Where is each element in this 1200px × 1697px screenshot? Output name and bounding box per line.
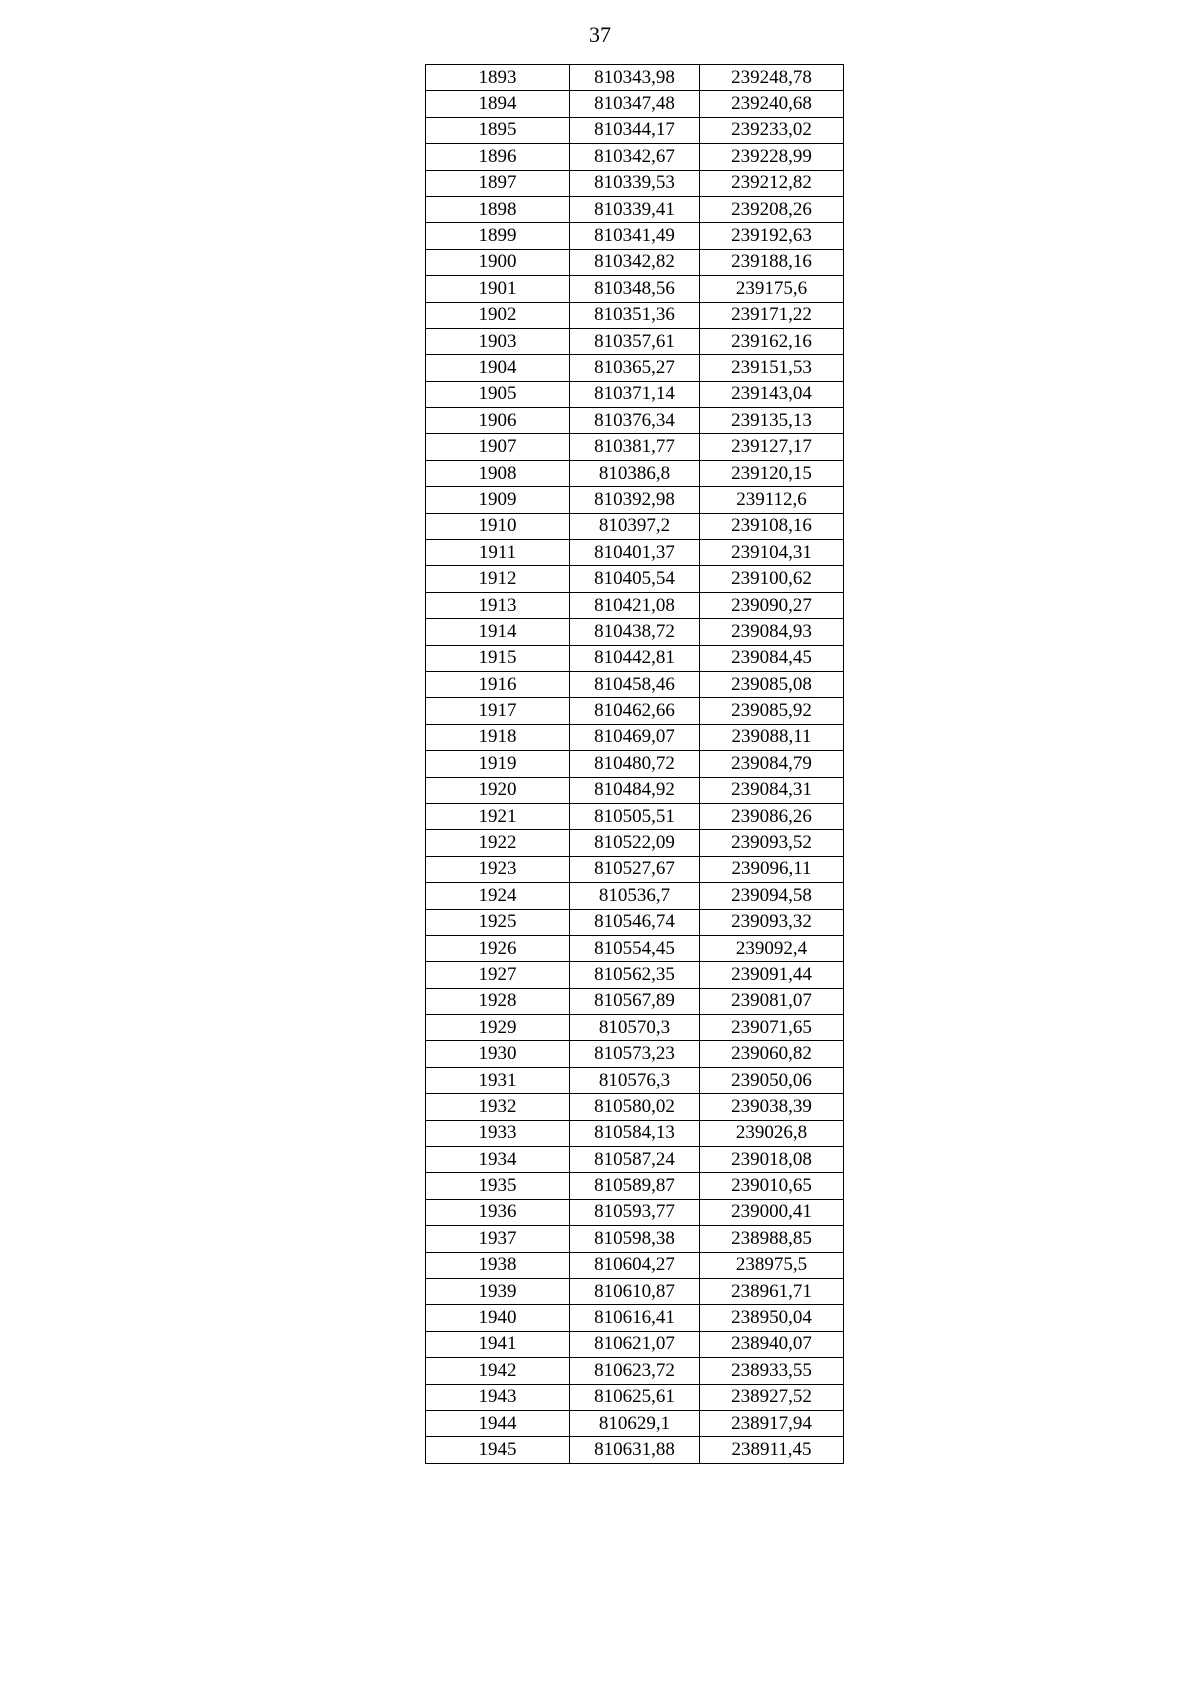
table-row — [426, 1067, 844, 1093]
x-coordinate-cell: 810438,72 — [570, 619, 700, 645]
point-number-cell: 1908 — [426, 460, 570, 486]
x-coordinate-cell: 810365,27 — [570, 355, 700, 381]
point-number-cell: 1935 — [426, 1173, 570, 1199]
y-coordinate-cell: 238917,94 — [700, 1410, 844, 1436]
point-number-cell: 1929 — [426, 1015, 570, 1041]
point-number-cell: 1919 — [426, 751, 570, 777]
point-number-cell: 1937 — [426, 1226, 570, 1252]
point-number-cell: 1900 — [426, 249, 570, 275]
table-row — [426, 460, 844, 486]
x-coordinate-cell: 810341,49 — [570, 223, 700, 249]
table-row — [426, 1252, 844, 1278]
table-row — [426, 144, 844, 170]
table-row — [426, 540, 844, 566]
point-number-cell: 1940 — [426, 1305, 570, 1331]
x-coordinate-cell: 810629,1 — [570, 1410, 700, 1436]
y-coordinate-cell: 239112,6 — [700, 487, 844, 513]
point-number-cell: 1936 — [426, 1199, 570, 1225]
point-number-cell: 1939 — [426, 1278, 570, 1304]
y-coordinate-cell: 239094,58 — [700, 883, 844, 909]
y-coordinate-cell: 239240,68 — [700, 91, 844, 117]
table-row — [426, 1226, 844, 1252]
point-number-cell: 1909 — [426, 487, 570, 513]
y-coordinate-cell: 239091,44 — [700, 962, 844, 988]
x-coordinate-cell: 810401,37 — [570, 540, 700, 566]
x-coordinate-cell: 810610,87 — [570, 1278, 700, 1304]
point-number-cell: 1932 — [426, 1094, 570, 1120]
y-coordinate-cell: 239088,11 — [700, 724, 844, 750]
table-row — [426, 302, 844, 328]
x-coordinate-cell: 810616,41 — [570, 1305, 700, 1331]
x-coordinate-cell: 810480,72 — [570, 751, 700, 777]
x-coordinate-cell: 810344,17 — [570, 117, 700, 143]
x-coordinate-cell: 810573,23 — [570, 1041, 700, 1067]
table-row — [426, 1358, 844, 1384]
table-row — [426, 328, 844, 354]
x-coordinate-cell: 810421,08 — [570, 592, 700, 618]
y-coordinate-cell: 239086,26 — [700, 803, 844, 829]
y-coordinate-cell: 239135,13 — [700, 408, 844, 434]
table-row — [426, 1305, 844, 1331]
x-coordinate-cell: 810342,67 — [570, 144, 700, 170]
table-row — [426, 803, 844, 829]
x-coordinate-cell: 810554,45 — [570, 935, 700, 961]
y-coordinate-cell: 238933,55 — [700, 1358, 844, 1384]
point-number-cell: 1911 — [426, 540, 570, 566]
table-row — [426, 223, 844, 249]
x-coordinate-cell: 810348,56 — [570, 276, 700, 302]
x-coordinate-cell: 810621,07 — [570, 1331, 700, 1357]
point-number-cell: 1905 — [426, 381, 570, 407]
table-row — [426, 856, 844, 882]
x-coordinate-cell: 810381,77 — [570, 434, 700, 460]
point-number-cell: 1928 — [426, 988, 570, 1014]
table-row — [426, 513, 844, 539]
point-number-cell: 1941 — [426, 1331, 570, 1357]
point-number-cell: 1945 — [426, 1437, 570, 1463]
y-coordinate-cell: 239143,04 — [700, 381, 844, 407]
y-coordinate-cell: 239162,16 — [700, 328, 844, 354]
table-row — [426, 65, 844, 91]
point-number-cell: 1924 — [426, 883, 570, 909]
x-coordinate-cell: 810339,53 — [570, 170, 700, 196]
table-row — [426, 196, 844, 222]
point-number-cell: 1942 — [426, 1358, 570, 1384]
y-coordinate-cell: 239228,99 — [700, 144, 844, 170]
x-coordinate-cell: 810357,61 — [570, 328, 700, 354]
y-coordinate-cell: 238950,04 — [700, 1305, 844, 1331]
x-coordinate-cell: 810371,14 — [570, 381, 700, 407]
table-row — [426, 777, 844, 803]
table-row — [426, 170, 844, 196]
x-coordinate-cell: 810405,54 — [570, 566, 700, 592]
y-coordinate-cell: 239108,16 — [700, 513, 844, 539]
x-coordinate-cell: 810386,8 — [570, 460, 700, 486]
x-coordinate-cell: 810376,34 — [570, 408, 700, 434]
table-row — [426, 117, 844, 143]
point-number-cell: 1902 — [426, 302, 570, 328]
y-coordinate-cell: 238940,07 — [700, 1331, 844, 1357]
table-row — [426, 1041, 844, 1067]
point-number-cell: 1943 — [426, 1384, 570, 1410]
point-number-cell: 1923 — [426, 856, 570, 882]
x-coordinate-cell: 810546,74 — [570, 909, 700, 935]
point-number-cell: 1917 — [426, 698, 570, 724]
y-coordinate-cell: 239060,82 — [700, 1041, 844, 1067]
coordinates-table-body — [426, 65, 844, 1464]
table-row — [426, 1278, 844, 1304]
x-coordinate-cell: 810589,87 — [570, 1173, 700, 1199]
x-coordinate-cell: 810343,98 — [570, 65, 700, 91]
y-coordinate-cell: 239120,15 — [700, 460, 844, 486]
table-row — [426, 381, 844, 407]
y-coordinate-cell: 239081,07 — [700, 988, 844, 1014]
x-coordinate-cell: 810593,77 — [570, 1199, 700, 1225]
point-number-cell: 1898 — [426, 196, 570, 222]
point-number-cell: 1920 — [426, 777, 570, 803]
x-coordinate-cell: 810392,98 — [570, 487, 700, 513]
table-row — [426, 355, 844, 381]
table-row — [426, 1384, 844, 1410]
x-coordinate-cell: 810576,3 — [570, 1067, 700, 1093]
x-coordinate-cell: 810339,41 — [570, 196, 700, 222]
point-number-cell: 1895 — [426, 117, 570, 143]
table-row — [426, 1147, 844, 1173]
point-number-cell: 1894 — [426, 91, 570, 117]
point-number-cell: 1925 — [426, 909, 570, 935]
table-row — [426, 619, 844, 645]
point-number-cell: 1927 — [426, 962, 570, 988]
y-coordinate-cell: 238975,5 — [700, 1252, 844, 1278]
point-number-cell: 1931 — [426, 1067, 570, 1093]
y-coordinate-cell: 239100,62 — [700, 566, 844, 592]
point-number-cell: 1921 — [426, 803, 570, 829]
y-coordinate-cell: 238911,45 — [700, 1437, 844, 1463]
y-coordinate-cell: 239090,27 — [700, 592, 844, 618]
point-number-cell: 1915 — [426, 645, 570, 671]
point-number-cell: 1930 — [426, 1041, 570, 1067]
x-coordinate-cell: 810562,35 — [570, 962, 700, 988]
y-coordinate-cell: 239010,65 — [700, 1173, 844, 1199]
point-number-cell: 1910 — [426, 513, 570, 539]
x-coordinate-cell: 810522,09 — [570, 830, 700, 856]
y-coordinate-cell: 239175,6 — [700, 276, 844, 302]
y-coordinate-cell: 239085,08 — [700, 671, 844, 697]
point-number-cell: 1933 — [426, 1120, 570, 1146]
y-coordinate-cell: 239071,65 — [700, 1015, 844, 1041]
y-coordinate-cell: 239018,08 — [700, 1147, 844, 1173]
point-number-cell: 1907 — [426, 434, 570, 460]
x-coordinate-cell: 810536,7 — [570, 883, 700, 909]
x-coordinate-cell: 810347,48 — [570, 91, 700, 117]
y-coordinate-cell: 239000,41 — [700, 1199, 844, 1225]
table-row — [426, 988, 844, 1014]
y-coordinate-cell: 239084,45 — [700, 645, 844, 671]
table-row — [426, 1015, 844, 1041]
table-row — [426, 487, 844, 513]
x-coordinate-cell: 810484,92 — [570, 777, 700, 803]
table-row — [426, 1094, 844, 1120]
point-number-cell: 1897 — [426, 170, 570, 196]
x-coordinate-cell: 810442,81 — [570, 645, 700, 671]
point-number-cell: 1938 — [426, 1252, 570, 1278]
x-coordinate-cell: 810570,3 — [570, 1015, 700, 1041]
point-number-cell: 1896 — [426, 144, 570, 170]
point-number-cell: 1893 — [426, 65, 570, 91]
y-coordinate-cell: 239248,78 — [700, 65, 844, 91]
x-coordinate-cell: 810604,27 — [570, 1252, 700, 1278]
table-row — [426, 91, 844, 117]
table-row — [426, 883, 844, 909]
y-coordinate-cell: 238988,85 — [700, 1226, 844, 1252]
y-coordinate-cell: 239026,8 — [700, 1120, 844, 1146]
table-row — [426, 1410, 844, 1436]
table-row — [426, 698, 844, 724]
y-coordinate-cell: 239084,79 — [700, 751, 844, 777]
point-number-cell: 1934 — [426, 1147, 570, 1173]
table-row — [426, 962, 844, 988]
table-row — [426, 935, 844, 961]
point-number-cell: 1906 — [426, 408, 570, 434]
point-number-cell: 1922 — [426, 830, 570, 856]
table-row — [426, 592, 844, 618]
x-coordinate-cell: 810625,61 — [570, 1384, 700, 1410]
y-coordinate-cell: 239188,16 — [700, 249, 844, 275]
point-number-cell: 1903 — [426, 328, 570, 354]
x-coordinate-cell: 810567,89 — [570, 988, 700, 1014]
x-coordinate-cell: 810584,13 — [570, 1120, 700, 1146]
y-coordinate-cell: 239038,39 — [700, 1094, 844, 1120]
x-coordinate-cell: 810397,2 — [570, 513, 700, 539]
table-row — [426, 724, 844, 750]
table-row — [426, 408, 844, 434]
x-coordinate-cell: 810458,46 — [570, 671, 700, 697]
y-coordinate-cell: 239127,17 — [700, 434, 844, 460]
x-coordinate-cell: 810527,67 — [570, 856, 700, 882]
y-coordinate-cell: 239208,26 — [700, 196, 844, 222]
x-coordinate-cell: 810587,24 — [570, 1147, 700, 1173]
y-coordinate-cell: 239085,92 — [700, 698, 844, 724]
x-coordinate-cell: 810505,51 — [570, 803, 700, 829]
table-row — [426, 1199, 844, 1225]
y-coordinate-cell: 239171,22 — [700, 302, 844, 328]
table-row — [426, 645, 844, 671]
table-row — [426, 1120, 844, 1146]
point-number-cell: 1913 — [426, 592, 570, 618]
x-coordinate-cell: 810351,36 — [570, 302, 700, 328]
table-row — [426, 434, 844, 460]
x-coordinate-cell: 810462,66 — [570, 698, 700, 724]
point-number-cell: 1904 — [426, 355, 570, 381]
table-row — [426, 1173, 844, 1199]
x-coordinate-cell: 810598,38 — [570, 1226, 700, 1252]
y-coordinate-cell: 239104,31 — [700, 540, 844, 566]
y-coordinate-cell: 239233,02 — [700, 117, 844, 143]
point-number-cell: 1916 — [426, 671, 570, 697]
point-number-cell: 1914 — [426, 619, 570, 645]
point-number-cell: 1944 — [426, 1410, 570, 1436]
y-coordinate-cell: 239092,4 — [700, 935, 844, 961]
y-coordinate-cell: 238961,71 — [700, 1278, 844, 1304]
x-coordinate-cell: 810623,72 — [570, 1358, 700, 1384]
coordinates-table — [425, 64, 844, 1464]
table-row — [426, 909, 844, 935]
y-coordinate-cell: 239084,31 — [700, 777, 844, 803]
point-number-cell: 1918 — [426, 724, 570, 750]
table-row — [426, 1437, 844, 1463]
table-row — [426, 276, 844, 302]
x-coordinate-cell: 810631,88 — [570, 1437, 700, 1463]
point-number-cell: 1899 — [426, 223, 570, 249]
y-coordinate-cell: 239093,52 — [700, 830, 844, 856]
x-coordinate-cell: 810469,07 — [570, 724, 700, 750]
table-row — [426, 566, 844, 592]
x-coordinate-cell: 810580,02 — [570, 1094, 700, 1120]
table-row — [426, 751, 844, 777]
y-coordinate-cell: 239050,06 — [700, 1067, 844, 1093]
point-number-cell: 1926 — [426, 935, 570, 961]
page-number: 37 — [589, 22, 611, 47]
y-coordinate-cell: 238927,52 — [700, 1384, 844, 1410]
table-row — [426, 249, 844, 275]
table-row — [426, 1331, 844, 1357]
y-coordinate-cell: 239093,32 — [700, 909, 844, 935]
y-coordinate-cell: 239151,53 — [700, 355, 844, 381]
y-coordinate-cell: 239212,82 — [700, 170, 844, 196]
x-coordinate-cell: 810342,82 — [570, 249, 700, 275]
table-row — [426, 830, 844, 856]
point-number-cell: 1912 — [426, 566, 570, 592]
table-row — [426, 671, 844, 697]
y-coordinate-cell: 239192,63 — [700, 223, 844, 249]
y-coordinate-cell: 239084,93 — [700, 619, 844, 645]
y-coordinate-cell: 239096,11 — [700, 856, 844, 882]
point-number-cell: 1901 — [426, 276, 570, 302]
